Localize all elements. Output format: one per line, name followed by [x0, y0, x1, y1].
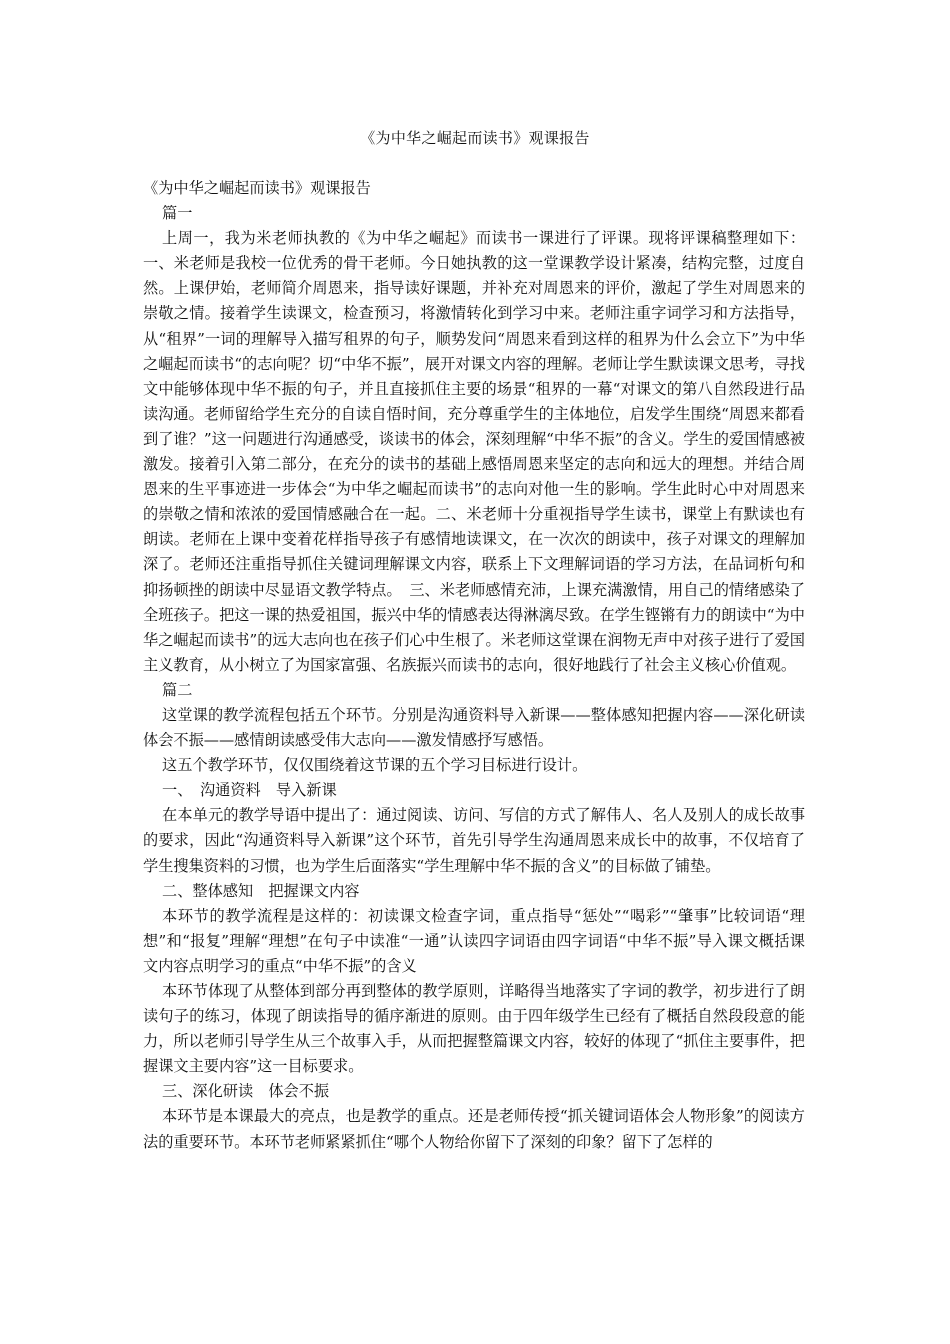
paragraph-teaching-flow: 这堂课的教学流程包括五个环节。分别是沟通资料导入新课——整体感知把握内容——深化研读体会不振——感情朗读感受伟大志向——激发情感抒写感悟。 — [143, 705, 805, 750]
paragraph-teaching-design: 这五个教学环节，仅仅围绕着这节课的五个学习目标进行设计。 — [162, 756, 588, 775]
section-heading-part-two: 篇二 — [162, 680, 193, 699]
paragraph-step-three: 本环节是本课最大的亮点，也是教学的重点。还是老师传授“抓关键词语体会人物形象”的阅读方法的重要环节。本环节老师紧紧抓住“哪个人物给你留下了深刻的印象？留下了怎样的 — [143, 1107, 805, 1151]
document-body — [143, 176, 805, 1155]
paragraph-step-one: 在本单元的教学导语中提出了：通过阅读、访问、写信的方式了解伟人、名人及别人的成长故事的要求，因此“沟通资料导入新课”这个环节，首先引导学生沟通周恩来成长中的故事，不仅培育了学生搜集资料的习惯，也为学生后面落实“学生理解中华不振的含义”的目标做了铺垫。 — [143, 806, 805, 875]
document-subtitle: 《为中华之崛起而读书》观课报告 — [143, 179, 371, 197]
paragraph-part-one-review: 上周一，我为米老师执教的《为中华之崛起》而读书一课进行了评课。现将评课稿整理如下：一、米老师是我校一位优秀的骨干老师。今日她执教的这一堂课教学设计紧凑，结构完整，过度自然。上课伊始，老师简介周恩来，指导读好课题，并补充对周恩来的评价，激起了学生对周恩来的崇敬之情。接着学生读课文，检查预习，将激情转化到学习中来。老师注重字词学习和方法指导，从“租界”一词的理解导入描写租界的句子，顺势发问“周恩来看到这样的租界为什么会立下”为中华之崛起而读书“的志向呢？切“中华不振”，展开对课文内容的理解。老师让学生默读课文思考，寻找文中能够体现中华不振的句子，并且直接抓住主要的场景“租界的一幕“对课文的第八自然段进行品读沟通。老师留给学生充分的自读自悟时间，充分尊重学生的主体地位，启发学生围绕“周恩来都看到了谁？”这一问题进行沟通感受，谈读书的体会，深刻理解“中华不振”的含义。学生的爱国情感被激发。接着引入第二部分，在充分的读书的基础上感悟周恩来坚定的志向和远大的理想。并结合周恩来的生平事迹进一步体会“为中华之崛起而读书”的志向对他一生的影响。学生此时心中对周恩来的崇敬之情和浓浓的爱国情感融合在一起。二、米老师十分重视指导学生读书，课堂上有默读也有朗读。老师在上课中变着花样指导孩子有感情地读课文，在一次次的朗读中，孩子对课文的理解加深了。老师还注重指导抓住关键词理解课文内容，联系上下文理解词语的学习方法，在品词析句和抑扬顿挫的朗读中尽显语文教学特点。 三、米老师感情充沛，上课充满激情，用自己的情绪感染了全班孩子。把这一课的热爱祖国，振兴中华的情感表达得淋漓尽致。在学生铿锵有力的朗读中“为中华之崛起而读书”的远大志向也在孩子们心中生根了。米老师这堂课在润物无声中对孩子进行了爱国主义教育，从小树立了为国家富强、名族振兴而读书的志向，很好地践行了社会主义核心价值观。 — [143, 229, 805, 674]
paragraph-step-two-analysis: 本环节体现了从整体到部分再到整体的教学原则，详略得当地落实了字词的教学，初步进行了朗读句子的练习，体现了朗读指导的循序渐进的原则。由于四年级学生已经有了概括自然段段意的能力，所以老师引导学生从三个故事入手，从而把握整篇课文内容，较好的体现了“抓住主要事件，把握课文主要内容”这一目标要求。 — [143, 982, 805, 1076]
document-title: 《为中华之崛起而读书》观课报告 — [360, 129, 590, 147]
section-heading-part-one: 篇一 — [162, 204, 193, 223]
subheading-step-one: 一、 沟通资料 导入新课 — [162, 781, 337, 800]
paragraph-step-two-flow: 本环节的教学流程是这样的：初读课文检查字词，重点指导“惩处”“喝彩”“肇事”比较词语“理想”和“报复”理解“理想”在句子中读准“一通”认读四字词语由四字词语“中华不振”导入课文概括课文内容点明学习的重点“中华不振”的含义 — [143, 906, 805, 975]
subheading-step-two: 二、整体感知 把握课文内容 — [162, 881, 360, 900]
subheading-step-three: 三、深化研读 体会不振 — [162, 1082, 330, 1101]
